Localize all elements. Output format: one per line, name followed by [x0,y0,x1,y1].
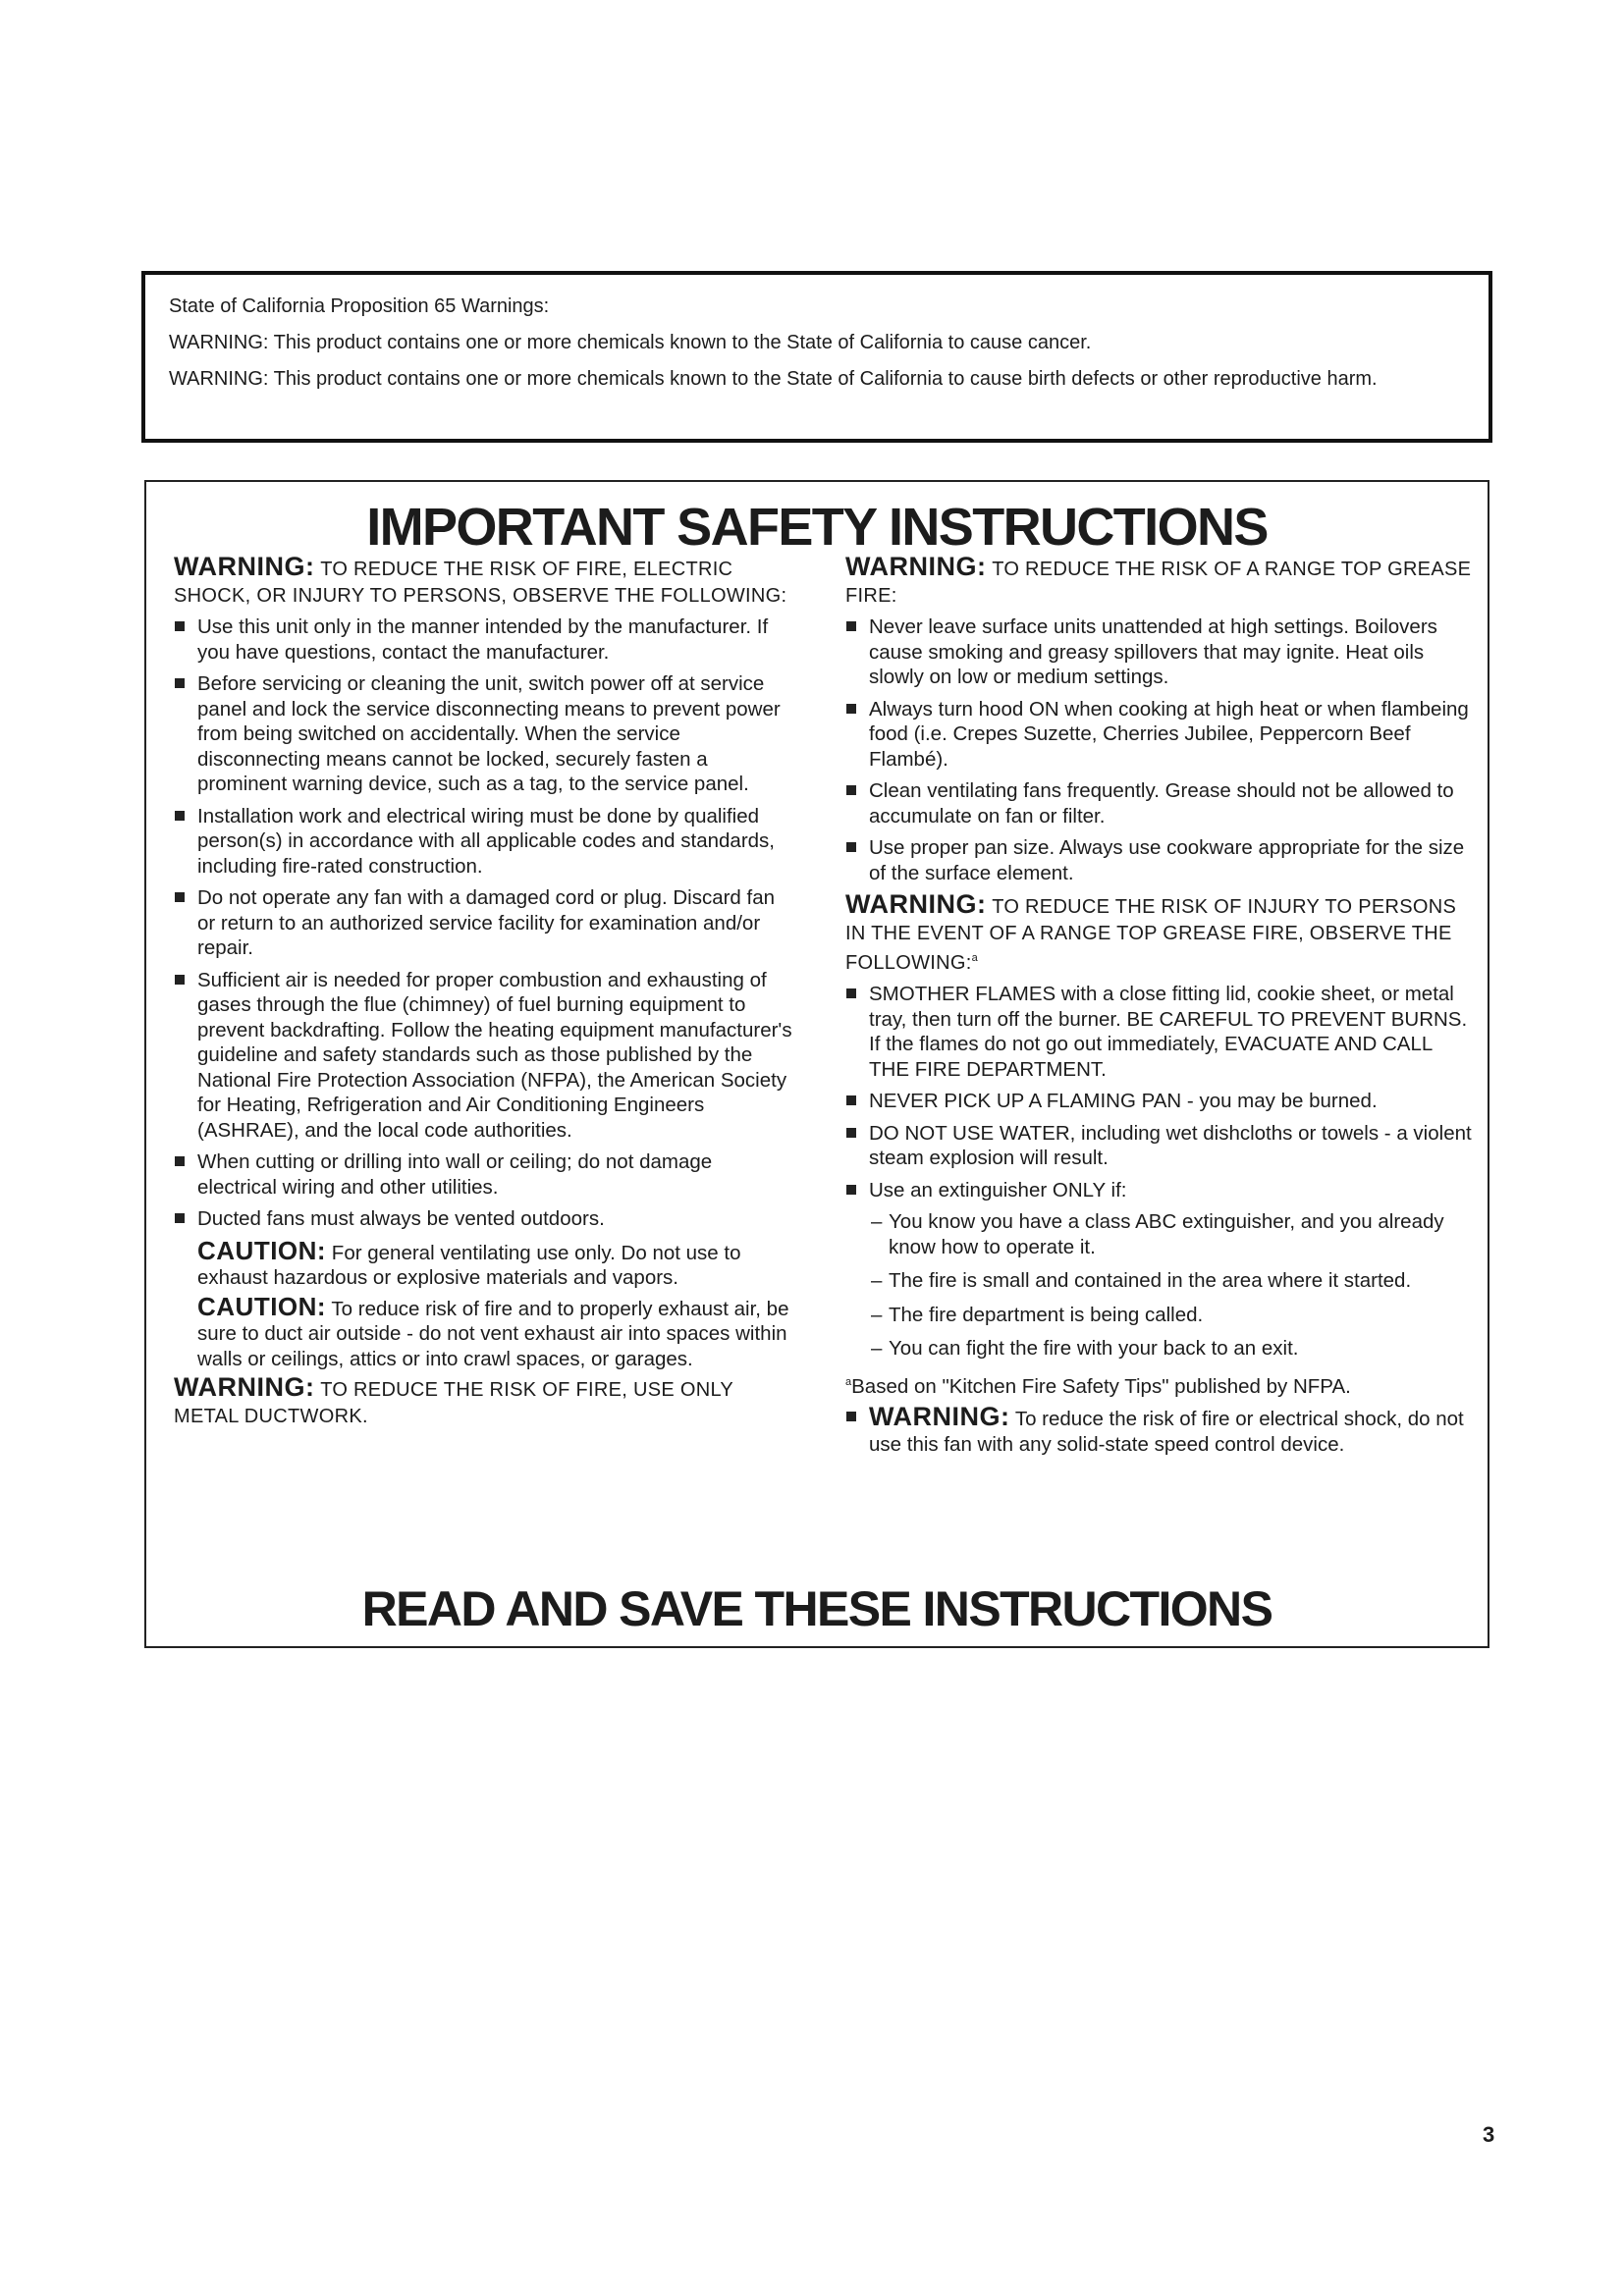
grease-fire-bullet-list [845,614,1474,885]
prop65-warning-box [141,271,1492,443]
list-item: SMOTHER FLAMES with a close fitting lid, cookie sheet, or metal tray, then turn off the burner. BE CAREFUL TO PREVENT BURNS. If the flames do not go out immediately, EVACUATE AND CALL THE FIRE DEPARTMENT. [845,982,1474,1082]
square-bullet-icon [846,1185,856,1195]
caution-general-use [197,1235,796,1291]
right-column [845,552,1474,1464]
square-bullet-icon [846,1128,856,1138]
list-item: Before servicing or cleaning the unit, switch power off at service panel and lock the service disconnecting means to prevent power from being switched on accidentally. When the service disconnecting means cannot be locked, securely fasten a prominent warning device, such as a tag, to the service panel. [174,671,796,797]
list-item: Sufficient air is needed for proper combustion and exhausting of gases through the flue (chimney) of fuel burning equipment to prevent backdrafting. Follow the heating equipment manufacturer's guideline and safety standards such as those published by the National Fire Protection Association (NFPA), the American Society for Heating, Refrigeration and Air Conditioning Engineers (ASHRAE), and the local code authorities. [174,968,796,1144]
safety-title: IMPORTANT SAFETY INSTRUCTIONS [366,498,1268,557]
left-bullet-list [174,614,796,1232]
injury-bullet-list [845,982,1474,1202]
safety-instructions-box [144,480,1489,1648]
extinguisher-conditions-list [869,1209,1474,1362]
footnote [845,1370,1474,1399]
list-item: Do not operate any fan with a damaged cord or plug. Discard fan or return to an authorized service facility for examination and/or repair. [174,885,796,961]
prop65-warning-cancer: WARNING: This product contains one or more chemicals known to the State of California to cause cancer. [169,332,1092,353]
square-bullet-icon [175,811,185,821]
dash-icon: – [871,1303,883,1326]
injury-grease-fire-warning [845,889,1474,976]
list-item: – You know you have a class ABC extinguisher, and you already know how to operate it. [871,1210,1444,1258]
list-item: When cutting or drilling into wall or ceiling; do not damage electrical wiring and other utilities. [174,1149,796,1200]
list-item: Use this unit only in the manner intended by the manufacturer. If you have questions, contact the manufacturer. [174,614,796,665]
list-item: Use proper pan size. Always use cookware appropriate for the size of the surface element. [845,835,1474,885]
list-item: – The fire is small and contained in the area where it started. [871,1269,1412,1293]
warning-text: TO REDUCE THE RISK OF A RANGE TOP GREASE FIRE: [845,559,1472,607]
square-bullet-icon [846,621,856,631]
caution-duct-outside [197,1291,796,1372]
warning-text: TO REDUCE THE RISK OF FIRE, ELECTRIC SHOCK, OR INJURY TO PERSONS, OBSERVE THE FOLLOWING: [174,559,787,607]
warning-label: WARNING: [174,1372,315,1402]
dash-icon: – [871,1269,883,1293]
page-number: 3 [1483,2122,1495,2147]
warning-label: WARNING: [174,552,315,581]
square-bullet-icon [846,1095,856,1105]
list-item: Use an extinguisher ONLY if: [845,1178,1474,1203]
dash-icon: – [871,1210,883,1234]
warning-text: TO REDUCE THE RISK OF INJURY TO PERSONS IN THE EVENT OF A RANGE TOP GREASE FIRE, OBSERVE THE FOLLOWING: [845,896,1457,974]
list-item [845,1402,1474,1457]
caution-label: CAUTION: [197,1291,327,1321]
square-bullet-icon [846,704,856,714]
square-bullet-icon [175,1156,185,1166]
fire-shock-warning [174,552,796,609]
grease-fire-warning [845,552,1474,609]
square-bullet-icon [175,1213,185,1223]
list-item: Never leave surface units unattended at high settings. Boilovers cause smoking and greasy spillovers that may ignite. Heat oils slowly on low or medium settings. [845,614,1474,690]
square-bullet-icon [175,975,185,985]
caution-text: For general ventilating use only. Do not use to exhaust hazardous or explosive materials and vapors. [197,1241,741,1289]
read-and-save-title: READ AND SAVE THESE INSTRUCTIONS [361,1581,1272,1636]
square-bullet-icon [846,988,856,998]
list-item: – The fire department is being called. [871,1303,1204,1326]
list-item: Clean ventilating fans frequently. Grease should not be allowed to accumulate on fan or filter. [845,778,1474,828]
caution-label: CAUTION: [197,1235,327,1265]
square-bullet-icon [846,842,856,852]
square-bullet-icon [846,785,856,795]
list-item: DO NOT USE WATER, including wet dishcloths or towels - a violent steam explosion will result. [845,1121,1474,1171]
metal-ductwork-warning [174,1372,796,1429]
left-column [174,552,796,1429]
square-bullet-icon [175,892,185,902]
footnote-marker: a [971,952,978,964]
list-item: Installation work and electrical wiring must be done by qualified person(s) in accordance with all applicable codes and standards, including fire-rated construction. [174,804,796,880]
warning-label: WARNING: [845,889,987,919]
footnote-marker: a [845,1375,852,1388]
list-item: Always turn hood ON when cooking at high heat or when flambeing food (i.e. Crepes Suzette, Cherries Jubilee, Peppercorn Beef Flambé). [845,697,1474,773]
warning-label: WARNING: [869,1402,1010,1432]
caution-text: To reduce risk of fire and to properly exhaust air, be sure to duct air outside - do not vent exhaust air into spaces within walls or ceilings, attics or into crawl spaces, or garages. [197,1297,789,1370]
warning-text: TO REDUCE THE RISK OF FIRE, USE ONLY METAL DUCTWORK. [174,1379,733,1427]
square-bullet-icon [846,1412,856,1421]
list-item: Ducted fans must always be vented outdoors. [174,1206,796,1232]
speed-control-warning-list [845,1402,1474,1457]
warning-text: To reduce the risk of fire or electrical shock, do not use this fan with any solid-state speed control device. [869,1408,1464,1456]
prop65-warning-birth-defects: WARNING: This product contains one or more chemicals known to the State of California to cause birth defects or other reproductive harm. [169,368,1378,390]
square-bullet-icon [175,678,185,688]
footnote-text: Based on "Kitchen Fire Safety Tips" published by NFPA. [851,1374,1351,1398]
square-bullet-icon [175,621,185,631]
list-item: NEVER PICK UP A FLAMING PAN - you may be burned. [845,1089,1474,1114]
list-item: – You can fight the fire with your back to an exit. [871,1337,1299,1361]
prop65-heading: State of California Proposition 65 Warnings: [169,295,550,317]
dash-icon: – [871,1337,883,1361]
warning-label: WARNING: [845,552,987,581]
